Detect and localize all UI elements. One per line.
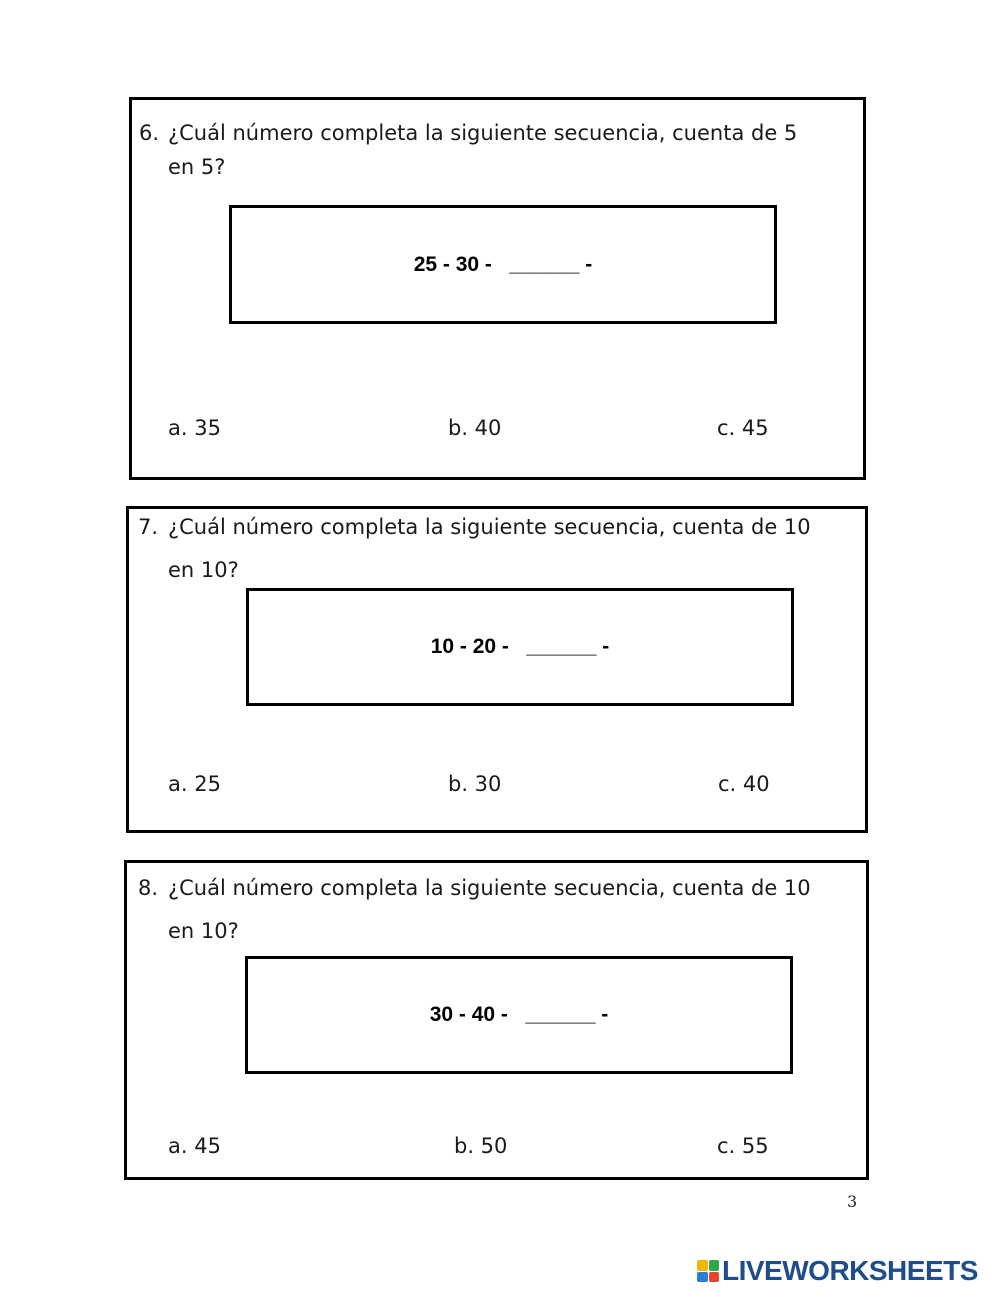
logo-block-4 <box>709 1272 720 1283</box>
question-6-option-c[interactable]: c. 45 <box>717 416 769 440</box>
question-7-option-a[interactable]: a. 25 <box>168 772 221 796</box>
question-7-number: 7. <box>138 515 159 539</box>
question-6-sequence-box <box>229 205 777 324</box>
page-number: 3 <box>847 1192 858 1211</box>
question-8-option-c[interactable]: c. 55 <box>717 1134 769 1158</box>
question-6-option-b[interactable]: b. 40 <box>448 416 502 440</box>
question-6-sequence: 25 - 30 - ______ - <box>413 252 593 276</box>
logo-block-2 <box>709 1260 720 1271</box>
question-6-text-line2: en 5? <box>168 155 226 179</box>
question-8-option-b[interactable]: b. 50 <box>454 1134 508 1158</box>
question-6-number: 6. <box>139 121 160 145</box>
liveworksheets-logo <box>697 1256 978 1286</box>
question-7-sequence-box <box>246 588 794 706</box>
question-8-sequence-box <box>245 956 793 1074</box>
question-7-option-b[interactable]: b. 30 <box>448 772 502 796</box>
question-8-text-line2: en 10? <box>168 919 239 943</box>
question-6-text-line1: ¿Cuál número completa la siguiente secuencia, cuenta de 5 <box>168 121 798 145</box>
question-7-sequence: 10 - 20 - ______ - <box>430 635 610 658</box>
question-8-number: 8. <box>138 876 159 900</box>
question-6-option-a[interactable]: a. 35 <box>168 416 221 440</box>
logo-blocks-icon <box>697 1260 719 1282</box>
logo-block-1 <box>697 1260 708 1271</box>
question-8-sequence: 30 - 40 - ______ - <box>429 1003 609 1026</box>
question-7-text-line2: en 10? <box>168 558 239 582</box>
question-8-option-a[interactable]: a. 45 <box>168 1134 221 1158</box>
logo-text: LIVEWORKSHEETS <box>722 1255 978 1286</box>
question-8-text-line1: ¿Cuál número completa la siguiente secuencia, cuenta de 10 <box>168 876 811 900</box>
question-7-option-c[interactable]: c. 40 <box>718 772 770 796</box>
logo-block-3 <box>697 1272 708 1283</box>
question-7-text-line1: ¿Cuál número completa la siguiente secuencia, cuenta de 10 <box>168 515 811 539</box>
